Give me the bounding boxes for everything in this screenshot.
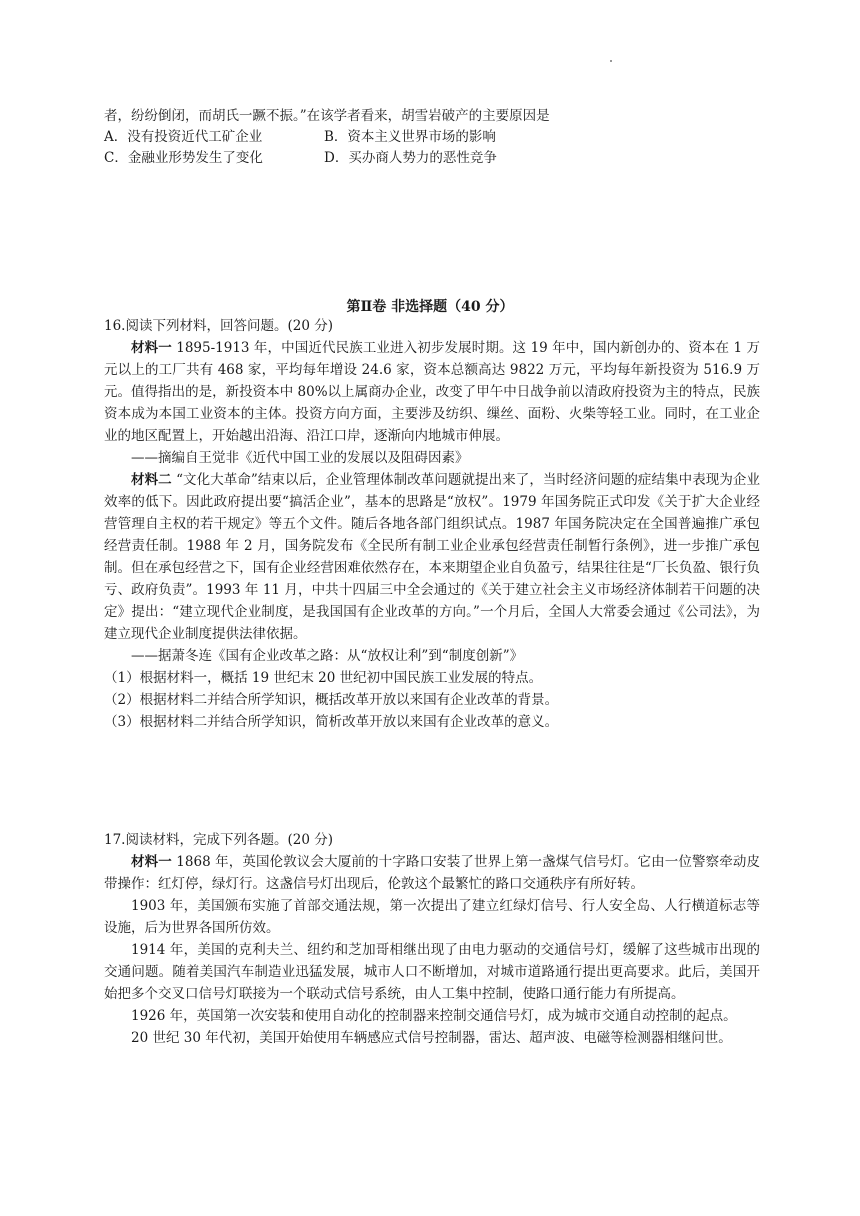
q16-material-1-label: 材料一 (131, 340, 172, 356)
q17-material-1-label: 材料一 (131, 854, 172, 870)
options-row-1 (104, 127, 760, 148)
q17-paragraph-4: 1926 年，英国第一次安装和使用自动化的控制器来控制交通信号灯，成为城市交通自动控制的起点。 (131, 1008, 737, 1024)
option-c: C．金融业形势发生了变化 (104, 150, 263, 166)
section-title: 第Ⅱ卷 非选择题（40 分） (346, 299, 514, 315)
q16-material-1 (104, 337, 760, 447)
page-dot (610, 60, 612, 62)
q16-material-2-label: 材料二 (131, 472, 172, 488)
q17-paragraph-2: 1903 年，美国颁布实施了首部交通法规，第一次提出了建立红绿灯信号、行人安全岛、人行横道标志等设施，后为世界各国所仿效。 (104, 898, 760, 936)
options-row-2 (104, 148, 760, 169)
q16-material-2-text: “文化大革命”结束以后，企业管理体制改革问题就提出来了，当时经济问题的症结集中表现为企业效率的低下。因此政府提出要“搞活企业”，基本的思路是“放权”。1979 年国务院正式印发《关于扩大企业经营管理自主权的若干规定》等五个文件。随后各地各部门组织试点。1987 年国务院决定在全国普遍推广承包经营责任制。1988 年 2 月，国务院发布《全民所有制工业企业承包经营责任制暂行条例》，进一步推广承包制。但在承包经营之下，国有企业经营困难依然存在，本来期望企业自负盈亏，结果往往是“厂长负盈、银行负亏、政府负责”。1993 年 11 月，中共十四届三中全会通过的《关于建立社会主义市场经济体制若干问题的决定》提出：“建立现代企业制度，是我国国有企业改革的方向。”一个月后，全国人大常委会通过《公司法》，为建立现代企业制度提供法律依据。 (104, 472, 761, 642)
question-15 (104, 106, 760, 169)
option-b: B．资本主义世界市场的影响 (324, 129, 496, 145)
q16-material-2 (104, 469, 760, 645)
q17-paragraph-5: 20 世纪 30 年代初，美国开始使用车辆感应式信号控制器，雷达、超声波、电磁等检测器相继问世。 (131, 1030, 732, 1046)
q17-material-1 (104, 851, 760, 895)
question-17 (104, 829, 760, 1049)
option-a: A．没有投资近代工矿企业 (104, 129, 263, 145)
q17-paragraph-3: 1914 年，美国的克利夫兰、纽约和芝加哥相继出现了由电力驱动的交通信号灯，缓解了这些城市出现的交通问题。随着美国汽车制造业迅猛发展，城市人口不断增加，对城市道路通行提出更高要求。此后，美国开始把多个交叉口信号灯联接为一个联动式信号系统，由人工集中控制，使路口通行能力有所提高。 (104, 942, 760, 1002)
option-d: D．买办商人势力的恶性竞争 (324, 150, 497, 166)
q16-material-1-source: ——摘编自王觉非《近代中国工业的发展以及阻碍因素》 (131, 450, 469, 466)
q16-subquestion-2: （2）根据材料二并结合所学知识，概括改革开放以来国有企业改革的背景。 (104, 692, 559, 708)
q17-paragraph-1: 1868 年，英国伦敦议会大厦前的十字路口安装了世界上第一盏煤气信号灯。它由一位警察牵动皮带操作：红灯停，绿灯行。这盏信号灯出现后，伦敦这个最繁忙的路口交通秩序有所好转。 (104, 854, 760, 892)
q16-material-2-source: ——据萧冬连《国有企业改革之路：从“放权让利”到“制度创新”》 (131, 648, 524, 664)
question-15-stem: 者，纷纷倒闭，而胡氏一蹶不振。”在该学者看来，胡雪岩破产的主要原因是 (104, 108, 550, 124)
q16-subquestion-1: （1）根据材料一，概括 19 世纪末 20 世纪初中国民族工业发展的特点。 (104, 670, 543, 686)
q16-subquestion-3: （3）根据材料二并结合所学知识，简析改革开放以来国有企业改革的意义。 (104, 714, 559, 730)
question-16-heading: 16.阅读下列材料，回答问题。(20 分) (104, 318, 333, 334)
question-16 (104, 315, 760, 733)
q16-material-1-text: 1895-1913 年，中国近代民族工业进入初步发展时期。这 19 年中，国内新创办的、资本在 1 万元以上的工厂共有 468 家，平均每年增设 24.6 家，资本总额高达 9822 万元，平均每年新投资为 516.9 万元。值得指出的是，新投资本中 80%以上属商办企业，改变了甲午中日战争前以清政府投资为主的特点，民族资本成为本国工业资本的主体。投资方向方面，主要涉及纺织、缫丝、面粉、火柴等轻工业。同时，在工业企业的地区配置上，开始越出沿海、沿江口岸，逐渐向内地城市伸展。 (104, 340, 760, 444)
question-17-heading: 17.阅读材料，完成下列各题。(20 分) (104, 832, 333, 848)
